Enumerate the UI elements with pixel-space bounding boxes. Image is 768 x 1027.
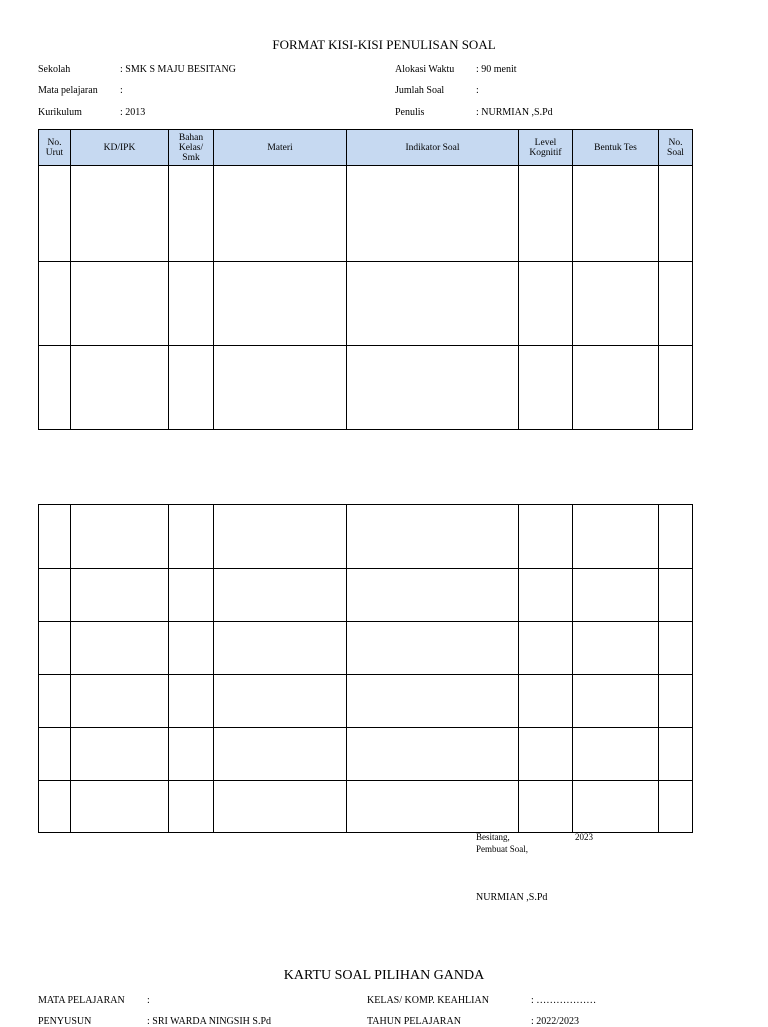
info-label-kurikulum: Kurikulum: [38, 107, 82, 118]
kartu-value-tahun-pelajaran: : 2022/2023: [531, 1016, 580, 1027]
table-row: [39, 728, 693, 781]
signature-role: Pembuat Soal,: [476, 844, 528, 854]
col-header-no-soal: No. Soal: [659, 130, 693, 166]
table-row: [39, 346, 693, 430]
col-header-kd-ipk: KD/IPK: [71, 130, 169, 166]
info-label-jumlah-soal: Jumlah Soal: [395, 85, 445, 96]
info-value-jumlah-soal: :: [476, 85, 479, 96]
table-row: [39, 569, 693, 622]
kartu-value-kelas: : ………………: [531, 995, 597, 1006]
table-row: [39, 262, 693, 346]
signature-year: 2023: [575, 832, 593, 842]
col-header-indikator-soal: Indikator Soal: [347, 130, 519, 166]
kartu-value-mata-pelajaran: :: [147, 995, 150, 1006]
signature-name: NURMIAN ,S.Pd: [476, 892, 548, 903]
info-value-penulis: : NURMIAN ,S.Pd: [476, 107, 553, 118]
col-header-bentuk-tes: Bentuk Tes: [573, 130, 659, 166]
info-value-mata-pelajaran: :: [120, 85, 123, 96]
col-header-bahan-kelas: Bahan Kelas/ Smk: [169, 130, 214, 166]
info-label-alokasi-waktu: Alokasi Waktu: [395, 64, 455, 75]
kartu-value-penyusun: : SRI WARDA NINGSIH S.Pd: [147, 1016, 272, 1027]
info-value-alokasi-waktu: : 90 menit: [476, 64, 517, 75]
kartu-label-tahun-pelajaran: TAHUN PELAJARAN: [367, 1016, 461, 1027]
table-header-row: [39, 130, 693, 166]
info-label-sekolah: Sekolah: [38, 64, 71, 75]
signature-place: Besitang,: [476, 832, 510, 842]
kartu-label-penyusun: PENYUSUN: [38, 1016, 92, 1027]
kartu-label-mata-pelajaran: MATA PELAJARAN: [38, 995, 125, 1006]
col-header-no-urut: No. Urut: [39, 130, 71, 166]
kisi-table-1: [38, 129, 693, 430]
kisi-table-2: [38, 504, 693, 833]
kartu-title: KARTU SOAL PILIHAN GANDA: [283, 968, 485, 983]
info-value-kurikulum: : 2013: [120, 107, 146, 118]
table-row: [39, 505, 693, 569]
info-label-penulis: Penulis: [395, 107, 425, 118]
info-label-mata-pelajaran: Mata pelajaran: [38, 85, 98, 96]
kisi-title: FORMAT KISI-KISI PENULISAN SOAL: [272, 37, 496, 52]
info-value-sekolah: : SMK S MAJU BESITANG: [120, 64, 236, 75]
table-row: [39, 622, 693, 675]
col-header-level-kognitif: Level Kognitif: [519, 130, 573, 166]
col-header-materi: Materi: [214, 130, 347, 166]
table-row: [39, 675, 693, 728]
table-row: [39, 781, 693, 833]
kartu-label-kelas: KELAS/ KOMP. KEAHLIAN: [367, 995, 489, 1006]
table-row: [39, 166, 693, 262]
